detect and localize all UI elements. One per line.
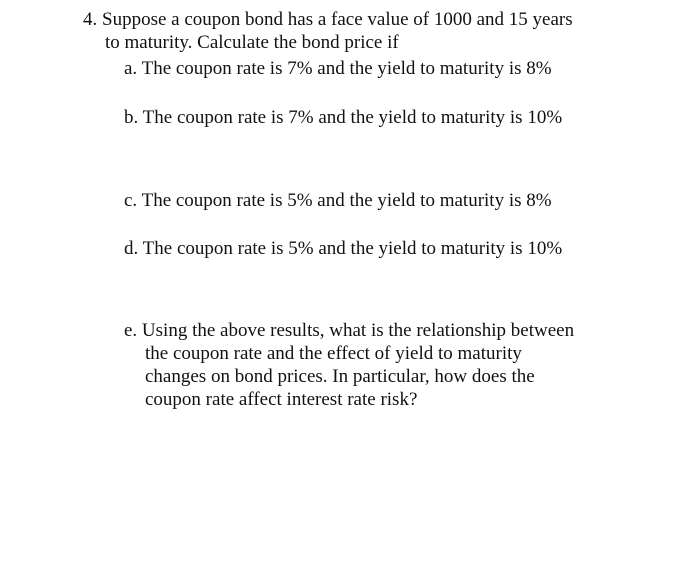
question-line-1: 4. Suppose a coupon bond has a face value of 1000 and 15 years: [83, 9, 573, 30]
part-a: a. The coupon rate is 7% and the yield to maturity is 8%: [124, 58, 552, 79]
part-e-line-1: e. Using the above results, what is the relationship between: [124, 320, 575, 341]
question-line-2: to maturity. Calculate the bond price if: [105, 32, 399, 53]
part-e-line-4: coupon rate affect interest rate risk?: [145, 389, 418, 410]
part-e: [124, 319, 624, 411]
part-d: d. The coupon rate is 5% and the yield to maturity is 10%: [124, 238, 563, 259]
part-b: b. The coupon rate is 7% and the yield to maturity is 10%: [124, 107, 563, 128]
part-e-line-3: changes on bond prices. In particular, how does the: [145, 366, 535, 387]
part-c: c. The coupon rate is 5% and the yield to maturity is 8%: [124, 190, 552, 211]
question-stem: [83, 8, 643, 54]
part-e-line-2: the coupon rate and the effect of yield to maturity: [145, 343, 522, 364]
